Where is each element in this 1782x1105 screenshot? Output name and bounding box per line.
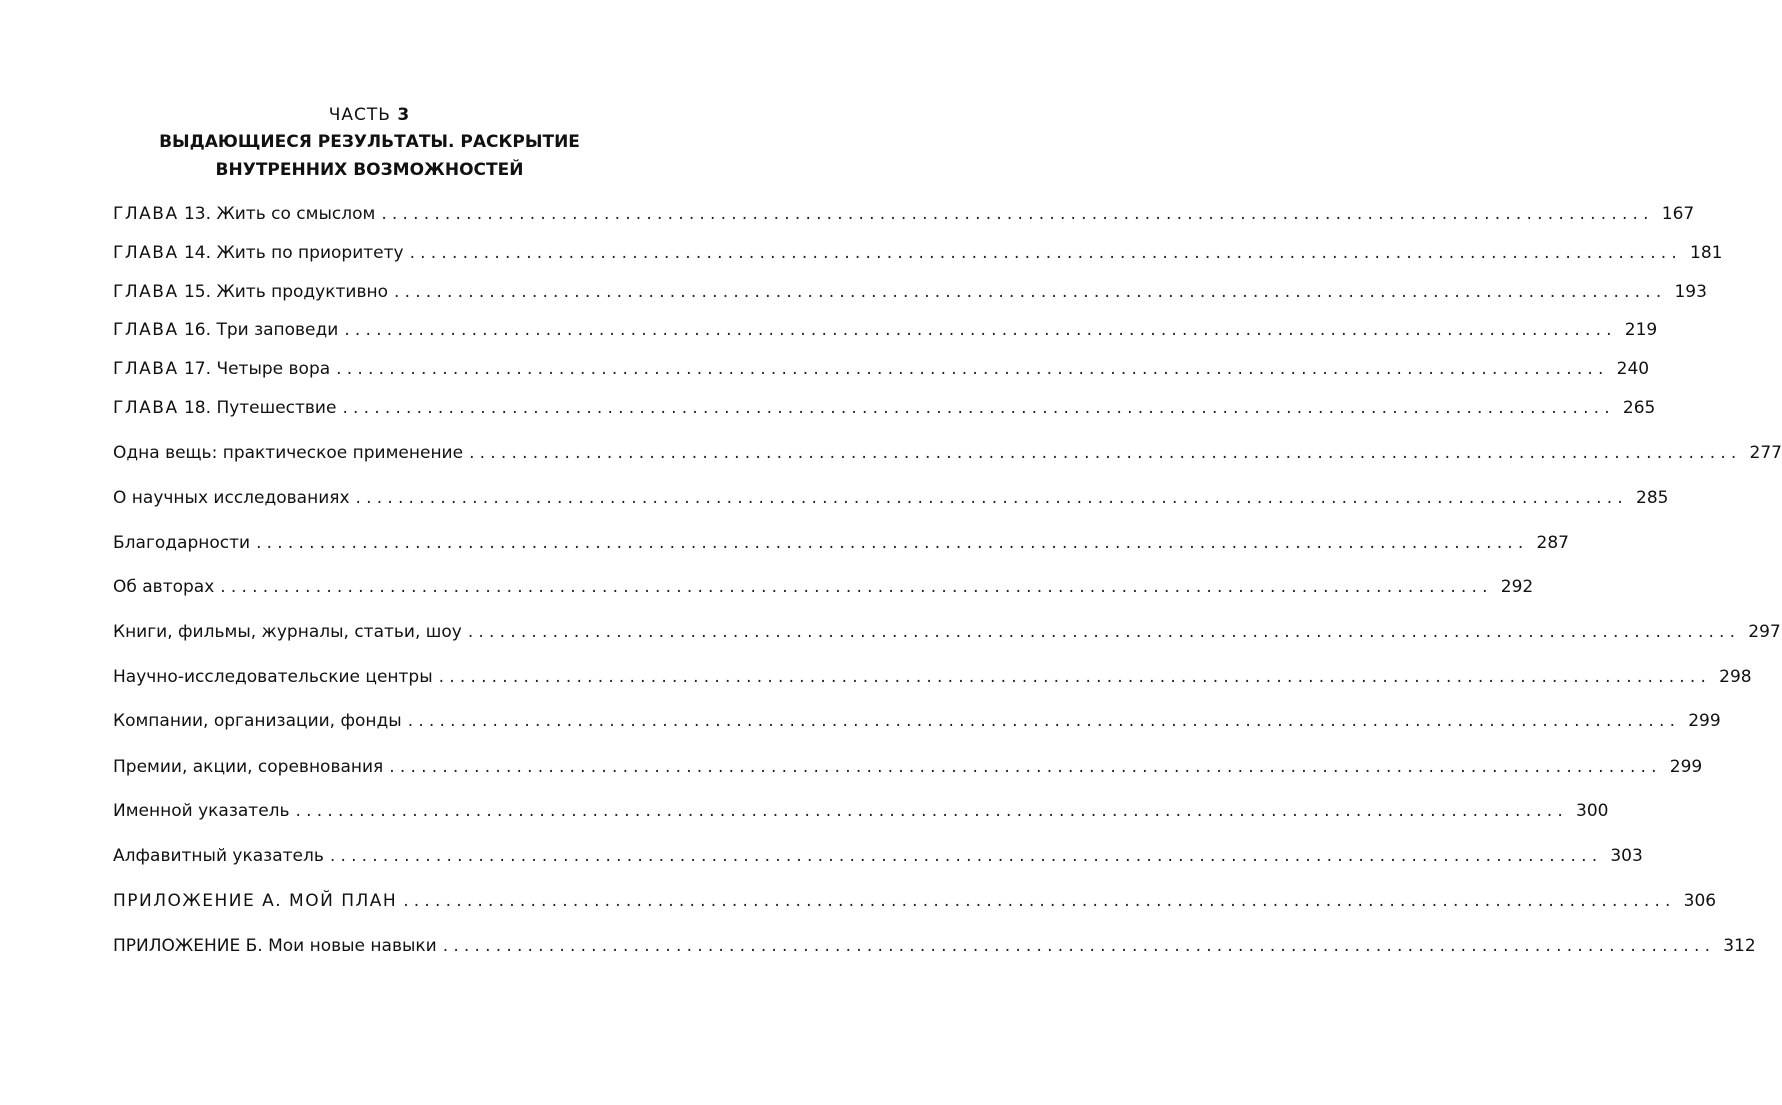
dot-leader: ........................................................................................................................ [438,667,1712,687]
toc-entry-chapter-17[interactable] [113,357,1650,381]
toc-entry-label [113,280,388,304]
chapter-number: 16. [183,320,212,340]
chapter-prefix: ГЛАВА [113,398,179,418]
dot-leader: ........................................................................................................................ [344,320,1617,340]
chapter-number: 15. [183,282,212,302]
toc-entry-title: Одна вещь: практическое применение [113,443,464,463]
dot-leader: ........................................................................................................................ [409,243,1683,263]
chapter-prefix: ГЛАВА [113,282,179,302]
toc-entry-research-centers[interactable] [113,665,1752,689]
dot-leader: ........................................................................................................................ [403,891,1676,911]
toc-entry-label [113,357,330,381]
chapter-prefix: ГЛАВА [113,359,179,379]
toc-entry-practical-application[interactable] [113,441,1782,465]
chapter-number: 17. [183,359,212,379]
dot-leader: ........................................................................................................................ [381,204,1654,224]
toc-entry-title: Благодарности [113,533,251,553]
chapter-number: 13. [183,204,212,224]
dot-leader: ........................................................................................................................ [469,443,1742,463]
toc-entry-companies[interactable] [113,709,1721,733]
page-number: 300 [1576,801,1609,821]
toc-entry-label [113,318,338,342]
toc-list [113,0,1782,1105]
page-number: 299 [1688,711,1721,731]
chapter-title: Три заповеди [216,320,339,340]
chapter-number: 14. [183,243,212,263]
part-title-line-1: ВЫДАЮЩИЕСЯ РЕЗУЛЬТАТЫ. РАСКРЫТИЕ [159,132,580,152]
chapter-title: Путешествие [216,398,337,418]
dot-leader: ........................................................................................................................ [407,711,1681,731]
part-title-line-2: ВНУТРЕННИХ ВОЗМОЖНОСТЕЙ [215,160,524,180]
dot-leader: ........................................................................................................................ [329,846,1603,866]
page-number: 298 [1719,667,1752,687]
page-number: 312 [1723,936,1756,956]
toc-entry-research[interactable] [113,486,1669,510]
toc-entry-title: ПРИЛОЖЕНИЕ А. МОЙ ПЛАН [113,891,398,911]
toc-entry-appendix-b[interactable] [113,934,1756,958]
page-number: 287 [1536,533,1569,553]
toc-entry-title: Об авторах [113,577,215,597]
page-number: 303 [1610,846,1643,866]
chapter-title: Жить продуктивно [216,282,388,302]
toc-entry-label [113,396,336,420]
page-number: 285 [1636,488,1669,508]
chapter-title: Четыре вора [216,359,331,379]
chapter-number: 18. [183,398,212,418]
chapter-title: Жить по приоритету [216,243,404,263]
chapter-prefix: ГЛАВА [113,243,179,263]
toc-entry-title: Алфавитный указатель [113,846,324,866]
toc-entry-media[interactable] [113,620,1781,644]
dot-leader: ........................................................................................................................ [442,936,1716,956]
chapter-prefix: ГЛАВА [113,320,179,340]
toc-entry-awards[interactable] [113,755,1703,779]
page-number: 277 [1749,443,1782,463]
toc-entry-acknowledgements[interactable] [113,531,1569,555]
part-label: ЧАСТЬ [328,105,391,125]
toc-entry-name-index[interactable] [113,799,1609,823]
page-number: 181 [1690,243,1723,263]
toc-entry-alphabetical-index[interactable] [113,844,1643,868]
dot-leader: ........................................................................................................................ [220,577,1493,597]
dot-leader: ........................................................................................................................ [389,757,1662,777]
dot-leader: ........................................................................................................................ [336,359,1609,379]
toc-entry-title: Премии, акции, соревнования [113,757,384,777]
toc-entry-about-authors[interactable] [113,575,1534,599]
page-number: 297 [1748,622,1781,642]
toc-entry-chapter-13[interactable] [113,202,1695,226]
page-number: 240 [1616,359,1650,379]
toc-entry-title: О научных исследованиях [113,488,350,508]
toc-entry-chapter-14[interactable] [113,241,1723,265]
toc-entry-title: Книги, фильмы, журналы, статьи, шоу [113,622,462,642]
page-number: 306 [1683,891,1717,911]
toc-entry-label [113,241,404,265]
toc-entry-chapter-16[interactable] [113,318,1658,342]
toc-entry-title: Научно-исследовательские центры [113,667,433,687]
chapter-title: Жить со смыслом [216,204,376,224]
dot-leader: ........................................................................................................................ [394,282,1667,302]
chapter-prefix: ГЛАВА [113,204,179,224]
page-number: 265 [1622,398,1656,418]
dot-leader: ........................................................................................................................ [342,398,1615,418]
toc-entry-title: Именной указатель [113,801,290,821]
page-number: 193 [1674,282,1707,302]
toc-entry-appendix-a[interactable] [113,889,1717,913]
page-number: 299 [1669,757,1703,777]
dot-leader: ........................................................................................................................ [467,622,1741,642]
dot-leader: ........................................................................................................................ [355,488,1628,508]
part-number: 3 [397,105,411,125]
dot-leader: ........................................................................................................................ [295,801,1569,821]
page-number: 167 [1661,204,1695,224]
toc-entry-label [113,202,375,226]
dot-leader: ........................................................................................................................ [256,533,1529,553]
toc-entry-chapter-18[interactable] [113,396,1656,420]
page-number: 219 [1624,320,1658,340]
toc-entry-chapter-15[interactable] [113,280,1707,304]
toc-entry-title: ПРИЛОЖЕНИЕ Б. Мои новые навыки [113,936,437,956]
page-number: 292 [1500,577,1534,597]
toc-entry-title: Компании, организации, фонды [113,711,402,731]
